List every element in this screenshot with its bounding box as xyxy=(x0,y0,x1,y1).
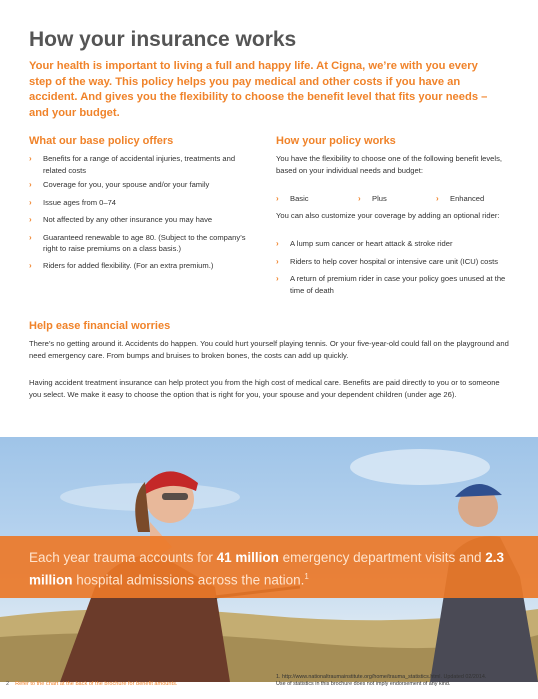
statistic-banner xyxy=(0,536,538,598)
chevron-right-icon: › xyxy=(29,232,32,242)
footer-left xyxy=(6,681,177,687)
chevron-right-icon: › xyxy=(29,154,32,163)
benefit-level-enhanced: › Enhanced xyxy=(436,194,485,203)
list-item: › A return of premium rider in case your policy goes unused at the time of death xyxy=(276,274,506,295)
benefit-level-basic: › Basic xyxy=(276,194,309,203)
chevron-right-icon: › xyxy=(358,194,361,203)
base-policy-heading: What our base policy offers xyxy=(29,135,174,147)
ease-paragraph-1: There’s no getting around it. Accidents do happen. You could hurt yourself playing tennis. Or your five-year-old could fall on the playground and need emergency care. From bumps and bruises to broken bones, the costs can add up quickly. xyxy=(29,339,509,360)
ease-paragraph-2: Having accident treatment insurance can help protect you from the high cost of medical care. Benefits are paid directly to you or to someone you select. We make it easy to choose the option that is right for you, your spouse and your dependent children (under age 26). xyxy=(29,378,500,399)
footnote-disclaimer: Use of statistics in this brochure does not imply endorsement of any kind. xyxy=(276,681,451,687)
list-item: › Not affected by any other insurance you may have xyxy=(29,215,213,224)
chevron-right-icon: › xyxy=(276,256,279,266)
list-item: › Issue ages from 0–74 xyxy=(29,197,117,207)
intro-paragraph: Your health is important to living a full and happy life. At Cigna, we’re with you every step of the way. This policy helps you pay medical and other costs if you have an accident. And gives you the flexibility to choose the benefit level that fits your needs – and your budget. xyxy=(29,60,488,119)
list-item: › A lump sum cancer or heart attack & stroke rider xyxy=(276,239,453,248)
chevron-right-icon: › xyxy=(29,260,32,270)
stat-hospital-admissions: 2.3 million xyxy=(29,550,505,588)
list-item: › Riders for added flexibility. (For an extra premium.) xyxy=(29,260,214,270)
banner-text: Each year trauma accounts for 41 million emergency department visits and 2.3 million hospital admissions across the nation.$^1$ xyxy=(29,550,505,588)
page-title: How your insurance works xyxy=(29,28,297,51)
footer-footnote xyxy=(276,674,526,688)
list-item: › Coverage for you, your spouse and/or your family xyxy=(29,180,210,189)
stat-emergency-visits: 41 million xyxy=(216,550,279,565)
chevron-right-icon: › xyxy=(276,274,279,283)
chevron-right-icon: › xyxy=(276,194,279,203)
chevron-right-icon: › xyxy=(29,180,32,189)
footnote-source[interactable]: 1. http://www.nationaltraumainstitute.org/home/trauma_statistics.html. Updated 02/2014. xyxy=(276,674,487,680)
chevron-right-icon: › xyxy=(276,239,279,248)
benefit-level-plus: › Plus xyxy=(358,194,387,203)
benefit-levels xyxy=(276,193,506,205)
page-number: 2 xyxy=(6,681,10,687)
chevron-right-icon: › xyxy=(29,215,32,224)
rider-list xyxy=(276,238,506,296)
footnote-mark: 1 xyxy=(304,572,309,581)
rider-intro-paragraph: You can also customize your coverage by adding an optional rider: xyxy=(276,211,500,220)
list-item: › Guaranteed renewable to age 80. (Subject to the company’s right to raise premiums on a class basis.) xyxy=(29,232,246,253)
chevron-right-icon: › xyxy=(436,194,439,203)
chevron-right-icon: › xyxy=(29,197,32,207)
list-item: › Benefits for a range of accidental injuries, treatments and related costs xyxy=(29,154,236,175)
footer-note: Refer to the chart at the back of the brochure for benefit amounts. xyxy=(15,681,178,687)
policy-works-heading: How your policy works xyxy=(276,135,396,147)
ease-worries-heading: Help ease financial worries xyxy=(29,320,171,332)
base-policy-list xyxy=(29,153,259,271)
list-item: › Riders to help cover hospital or intensive care unit (ICU) costs xyxy=(276,256,499,266)
policy-works-paragraph: You have the flexibility to choose one of the following benefit levels, based on your individual needs and budget: xyxy=(276,154,502,175)
